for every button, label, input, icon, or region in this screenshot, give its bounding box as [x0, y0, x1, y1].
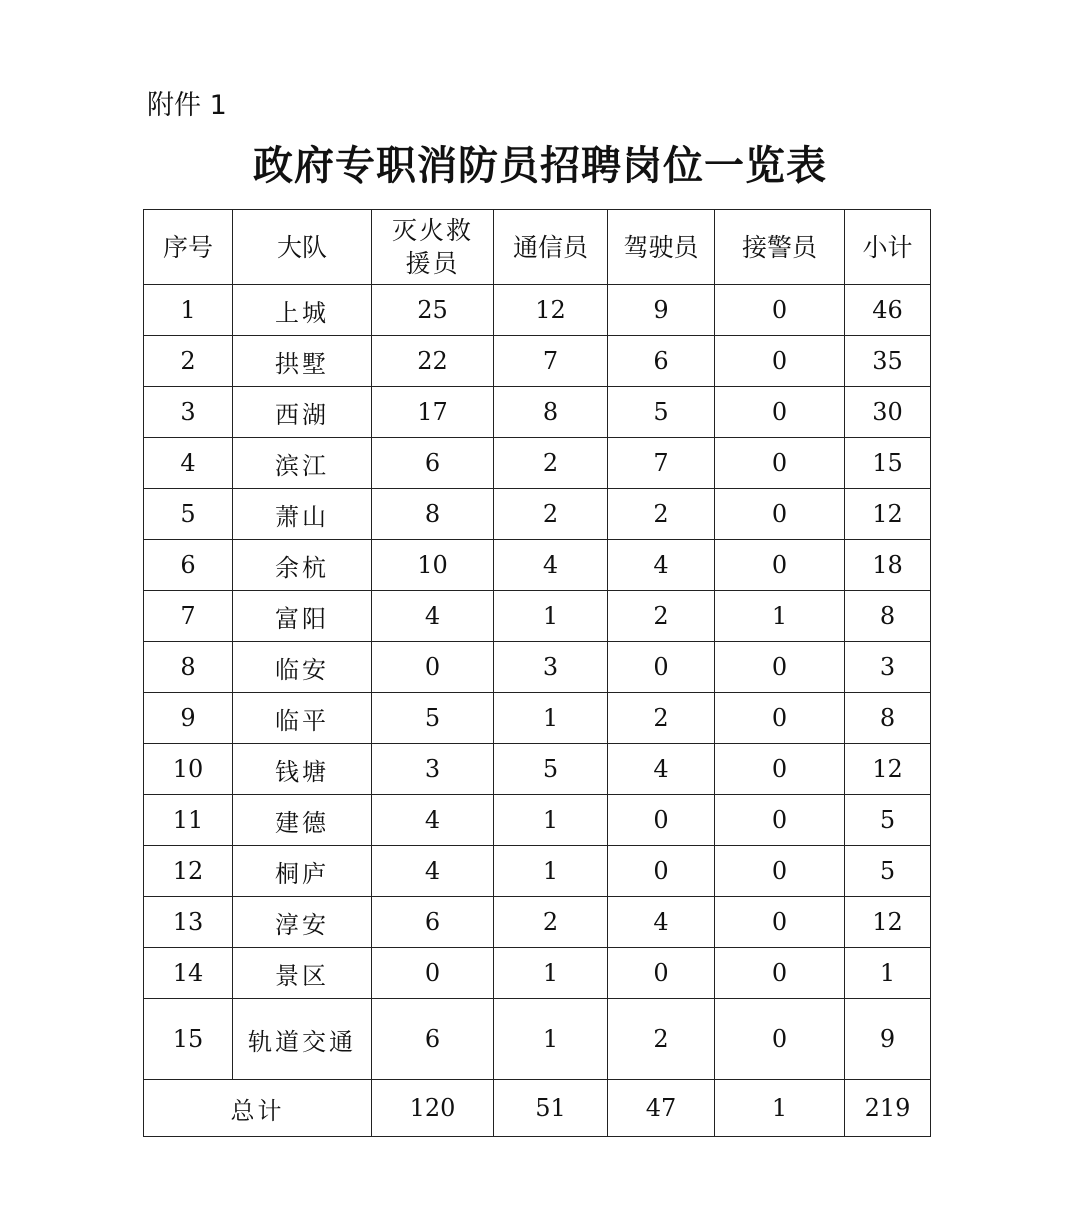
- cell-comms: 3: [494, 642, 608, 693]
- cell-subtotal: 8: [845, 591, 931, 642]
- cell-brigade: 上城: [233, 285, 372, 336]
- total-dispatcher: 1: [715, 1080, 845, 1137]
- cell-dispatcher: 0: [715, 999, 845, 1080]
- cell-subtotal: 46: [845, 285, 931, 336]
- cell-rescue: 8: [372, 489, 494, 540]
- cell-dispatcher: 0: [715, 795, 845, 846]
- cell-subtotal: 1: [845, 948, 931, 999]
- cell-comms: 2: [494, 489, 608, 540]
- cell-comms: 2: [494, 897, 608, 948]
- total-rescue: 120: [372, 1080, 494, 1137]
- cell-index: 5: [144, 489, 233, 540]
- cell-subtotal: 8: [845, 693, 931, 744]
- cell-rescue: 17: [372, 387, 494, 438]
- table-header-row: [144, 210, 931, 285]
- cell-subtotal: 5: [845, 795, 931, 846]
- table-row: [144, 438, 931, 489]
- cell-comms: 4: [494, 540, 608, 591]
- cell-driver: 2: [608, 591, 715, 642]
- table-row: [144, 387, 931, 438]
- cell-driver: 4: [608, 897, 715, 948]
- cell-comms: 12: [494, 285, 608, 336]
- cell-brigade: 余杭: [233, 540, 372, 591]
- header-subtotal: 小计: [845, 210, 931, 285]
- cell-subtotal: 12: [845, 744, 931, 795]
- cell-driver: 2: [608, 489, 715, 540]
- table-row: [144, 693, 931, 744]
- cell-dispatcher: 0: [715, 744, 845, 795]
- cell-subtotal: 12: [845, 897, 931, 948]
- cell-comms: 1: [494, 795, 608, 846]
- cell-brigade: 西湖: [233, 387, 372, 438]
- cell-index: 6: [144, 540, 233, 591]
- cell-comms: 1: [494, 999, 608, 1080]
- cell-driver: 4: [608, 744, 715, 795]
- cell-rescue: 0: [372, 642, 494, 693]
- cell-brigade: 桐庐: [233, 846, 372, 897]
- cell-brigade: 钱塘: [233, 744, 372, 795]
- cell-index: 7: [144, 591, 233, 642]
- cell-driver: 0: [608, 795, 715, 846]
- cell-subtotal: 35: [845, 336, 931, 387]
- cell-dispatcher: 0: [715, 846, 845, 897]
- total-label: 总计: [144, 1080, 372, 1137]
- cell-comms: 7: [494, 336, 608, 387]
- table-row: [144, 999, 931, 1080]
- cell-dispatcher: 0: [715, 285, 845, 336]
- cell-driver: 0: [608, 642, 715, 693]
- cell-brigade: 淳安: [233, 897, 372, 948]
- cell-subtotal: 5: [845, 846, 931, 897]
- header-driver: 驾驶员: [608, 210, 715, 285]
- cell-subtotal: 9: [845, 999, 931, 1080]
- cell-rescue: 22: [372, 336, 494, 387]
- cell-subtotal: 3: [845, 642, 931, 693]
- cell-rescue: 10: [372, 540, 494, 591]
- cell-brigade: 萧山: [233, 489, 372, 540]
- cell-driver: 4: [608, 540, 715, 591]
- table-row: [144, 285, 931, 336]
- cell-dispatcher: 0: [715, 438, 845, 489]
- header-comms: 通信员: [494, 210, 608, 285]
- cell-subtotal: 30: [845, 387, 931, 438]
- cell-dispatcher: 0: [715, 693, 845, 744]
- cell-index: 11: [144, 795, 233, 846]
- cell-brigade: 临平: [233, 693, 372, 744]
- cell-index: 4: [144, 438, 233, 489]
- cell-comms: 1: [494, 846, 608, 897]
- cell-dispatcher: 0: [715, 387, 845, 438]
- cell-rescue: 0: [372, 948, 494, 999]
- table-row: [144, 948, 931, 999]
- cell-rescue: 5: [372, 693, 494, 744]
- cell-brigade: 滨江: [233, 438, 372, 489]
- cell-subtotal: 12: [845, 489, 931, 540]
- table-row: [144, 591, 931, 642]
- cell-rescue: 4: [372, 846, 494, 897]
- total-driver: 47: [608, 1080, 715, 1137]
- cell-comms: 8: [494, 387, 608, 438]
- cell-driver: 0: [608, 846, 715, 897]
- cell-rescue: 4: [372, 795, 494, 846]
- cell-rescue: 3: [372, 744, 494, 795]
- cell-brigade: 临安: [233, 642, 372, 693]
- cell-index: 13: [144, 897, 233, 948]
- cell-subtotal: 18: [845, 540, 931, 591]
- header-dispatcher: 接警员: [715, 210, 845, 285]
- cell-brigade: 景区: [233, 948, 372, 999]
- cell-index: 1: [144, 285, 233, 336]
- attachment-label: 附件 1: [147, 90, 227, 121]
- table-row: [144, 489, 931, 540]
- cell-index: 2: [144, 336, 233, 387]
- cell-dispatcher: 0: [715, 540, 845, 591]
- cell-dispatcher: 0: [715, 897, 845, 948]
- cell-driver: 2: [608, 999, 715, 1080]
- cell-rescue: 6: [372, 438, 494, 489]
- cell-index: 15: [144, 999, 233, 1080]
- table-row: [144, 897, 931, 948]
- cell-comms: 2: [494, 438, 608, 489]
- table-row: [144, 744, 931, 795]
- cell-comms: 5: [494, 744, 608, 795]
- table-row: [144, 540, 931, 591]
- cell-brigade: 拱墅: [233, 336, 372, 387]
- cell-index: 14: [144, 948, 233, 999]
- cell-driver: 2: [608, 693, 715, 744]
- cell-rescue: 4: [372, 591, 494, 642]
- cell-comms: 1: [494, 591, 608, 642]
- cell-driver: 9: [608, 285, 715, 336]
- cell-driver: 6: [608, 336, 715, 387]
- cell-comms: 1: [494, 693, 608, 744]
- cell-subtotal: 15: [845, 438, 931, 489]
- header-rescue-label: 灭火救援员: [391, 216, 473, 278]
- cell-index: 9: [144, 693, 233, 744]
- table-row: [144, 336, 931, 387]
- cell-rescue: 25: [372, 285, 494, 336]
- cell-rescue: 6: [372, 999, 494, 1080]
- recruitment-table: [143, 209, 931, 1137]
- table-row: [144, 846, 931, 897]
- header-rescue: [372, 210, 494, 285]
- cell-brigade: 富阳: [233, 591, 372, 642]
- cell-dispatcher: 0: [715, 489, 845, 540]
- cell-driver: 0: [608, 948, 715, 999]
- cell-brigade: 建德: [233, 795, 372, 846]
- cell-driver: 7: [608, 438, 715, 489]
- cell-dispatcher: 0: [715, 642, 845, 693]
- header-index: 序号: [144, 210, 233, 285]
- cell-index: 10: [144, 744, 233, 795]
- table-total-row: [144, 1080, 931, 1137]
- cell-comms: 1: [494, 948, 608, 999]
- cell-dispatcher: 0: [715, 336, 845, 387]
- cell-dispatcher: 1: [715, 591, 845, 642]
- cell-rescue: 6: [372, 897, 494, 948]
- table-row: [144, 795, 931, 846]
- cell-index: 8: [144, 642, 233, 693]
- cell-driver: 5: [608, 387, 715, 438]
- table-row: [144, 642, 931, 693]
- total-comms: 51: [494, 1080, 608, 1137]
- cell-index: 12: [144, 846, 233, 897]
- header-brigade: 大队: [233, 210, 372, 285]
- document-title: 政府专职消防员招聘岗位一览表: [253, 143, 827, 189]
- total-subtotal: 219: [845, 1080, 931, 1137]
- cell-index: 3: [144, 387, 233, 438]
- cell-brigade: 轨道交通: [233, 999, 372, 1080]
- cell-dispatcher: 0: [715, 948, 845, 999]
